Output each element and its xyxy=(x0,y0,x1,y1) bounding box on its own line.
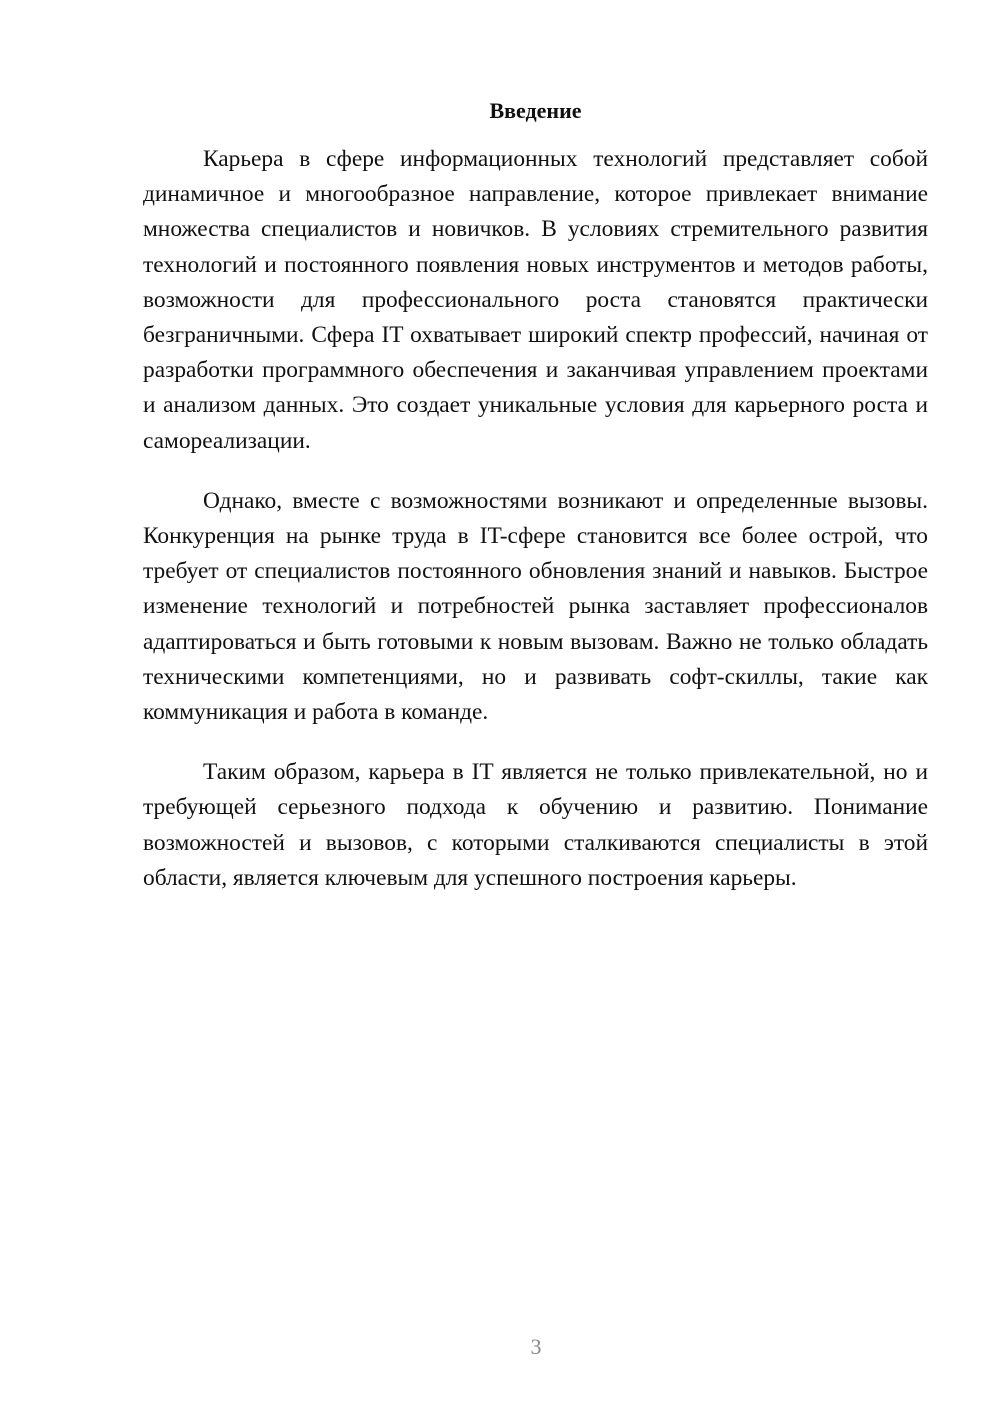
body-text xyxy=(143,142,928,921)
paragraph-2: Однако, вместе с возможностями возникают и определенные вызовы. Конкуренция на рынке труда в IT-сфере становится все более острой, что требует от специалистов постоянного обновления знаний и навыков. Быстрое изменение технологий и потребностей рынка заставляет профессионалов адаптироваться и быть готовыми к новым вызовам. Важно не только обладать техническими компетенциями, но и развивать софт-скиллы, такие как коммуникация и работа в команде. xyxy=(143,487,928,726)
page-number: 3 xyxy=(530,1334,542,1359)
paragraph-3: Таким образом, карьера в IT является не только привлекательной, но и требующей серьезного подхода к обучению и развитию. Понимание возможностей и вызовов, с которыми сталкиваются специалисты в этой области, является ключевым для успешного построения карьеры. xyxy=(143,759,928,891)
paragraph-1: Карьера в сфере информационных технологий представляет собой динамичное и многообразное направление, которое привлекает внимание множества специалистов и новичков. В условиях стремительного развития технологий и постоянного появления новых инструментов и методов работы, возможности для профессионального роста становятся практически безграничными. Сфера IT охватывает широкий спектр профессий, начиная от разработки программного обеспечения и заканчивая управлением проектами и анализом данных. Это создает уникальные условия для карьерного роста и самореализации. xyxy=(143,146,928,454)
section-heading: Введение xyxy=(489,98,582,123)
